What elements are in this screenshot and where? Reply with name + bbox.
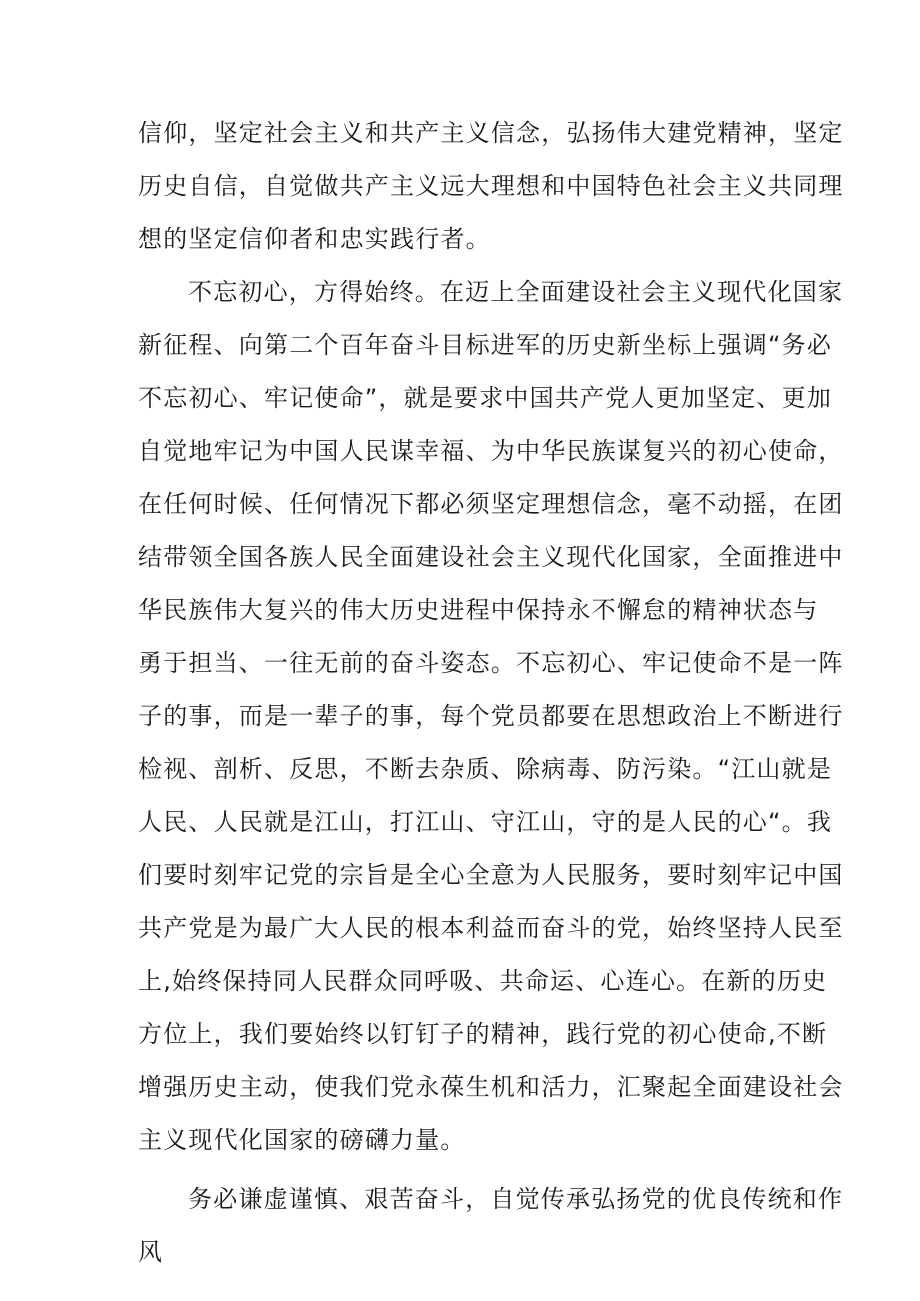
- text-line: 结带领全国各族人民全面建设社会主义现代化国家，全面推进中: [138, 543, 844, 571]
- text-line: 共产党是为最广大人民的根本利益而奋斗的党，始终坚持人民至: [138, 914, 844, 942]
- text-line: 新征程、向第二个百年奋斗目标进军的历史新坐标上强调“务必: [138, 331, 833, 359]
- text-line: 上,始终保持同人民群众同呼吸、共命运、心连心。在新的历史: [138, 967, 828, 995]
- text-line: 方位上，我们要始终以钉钉子的精神，践行党的初心使命,不断: [138, 1020, 828, 1048]
- text-line: 想的坚定信仰者和忠实践行者。: [138, 225, 491, 253]
- text-line: 不忘初心、牢记使命”，就是要求中国共产党人更加坚定、更加: [138, 384, 833, 412]
- text-line: 信仰，坚定社会主义和共产主义信念，弘扬伟大建党精神，坚定: [138, 119, 844, 147]
- text-line: 子的事，而是一辈子的事，每个党员都要在思想政治上不断进行: [138, 702, 844, 730]
- paragraph-first-line: 务必谦虚谨慎、艰苦奋斗，自觉传承弘扬党的优良传统和作: [188, 1185, 844, 1213]
- text-line: 自觉地牢记为中国人民谋幸福、为中华民族谋复兴的初心使命，: [138, 437, 844, 465]
- text-line: 增强历史主动，使我们党永葆生机和活力，汇聚起全面建设社会: [138, 1073, 844, 1101]
- text-line: 华民族伟大复兴的伟大历史进程中保持永不懈怠的精神状态与: [138, 596, 819, 624]
- text-line: 检视、剖析、反思，不断去杂质、除病毒、防污染。“江山就是: [138, 755, 833, 783]
- text-line: 历史自信，自觉做共产主义远大理想和中国特色社会主义共同理: [138, 172, 844, 200]
- text-line: 在任何时候、任何情况下都必须坚定理想信念，毫不动摇，在团: [138, 490, 844, 518]
- paragraph-first-line: 不忘初心，方得始终。在迈上全面建设社会主义现代化国家: [188, 278, 844, 306]
- text-line: 勇于担当、一往无前的奋斗姿态。不忘初心、牢记使命不是一阵: [138, 649, 844, 677]
- text-line: 主义现代化国家的磅礴力量。: [138, 1126, 466, 1154]
- text-line: 人民、人民就是江山，打江山、守江山，守的是人民的心“。我: [138, 808, 833, 836]
- text-line: 风: [138, 1238, 164, 1266]
- text-line: 们要时刻牢记党的宗旨是全心全意为人民服务，要时刻牢记中国: [138, 861, 844, 889]
